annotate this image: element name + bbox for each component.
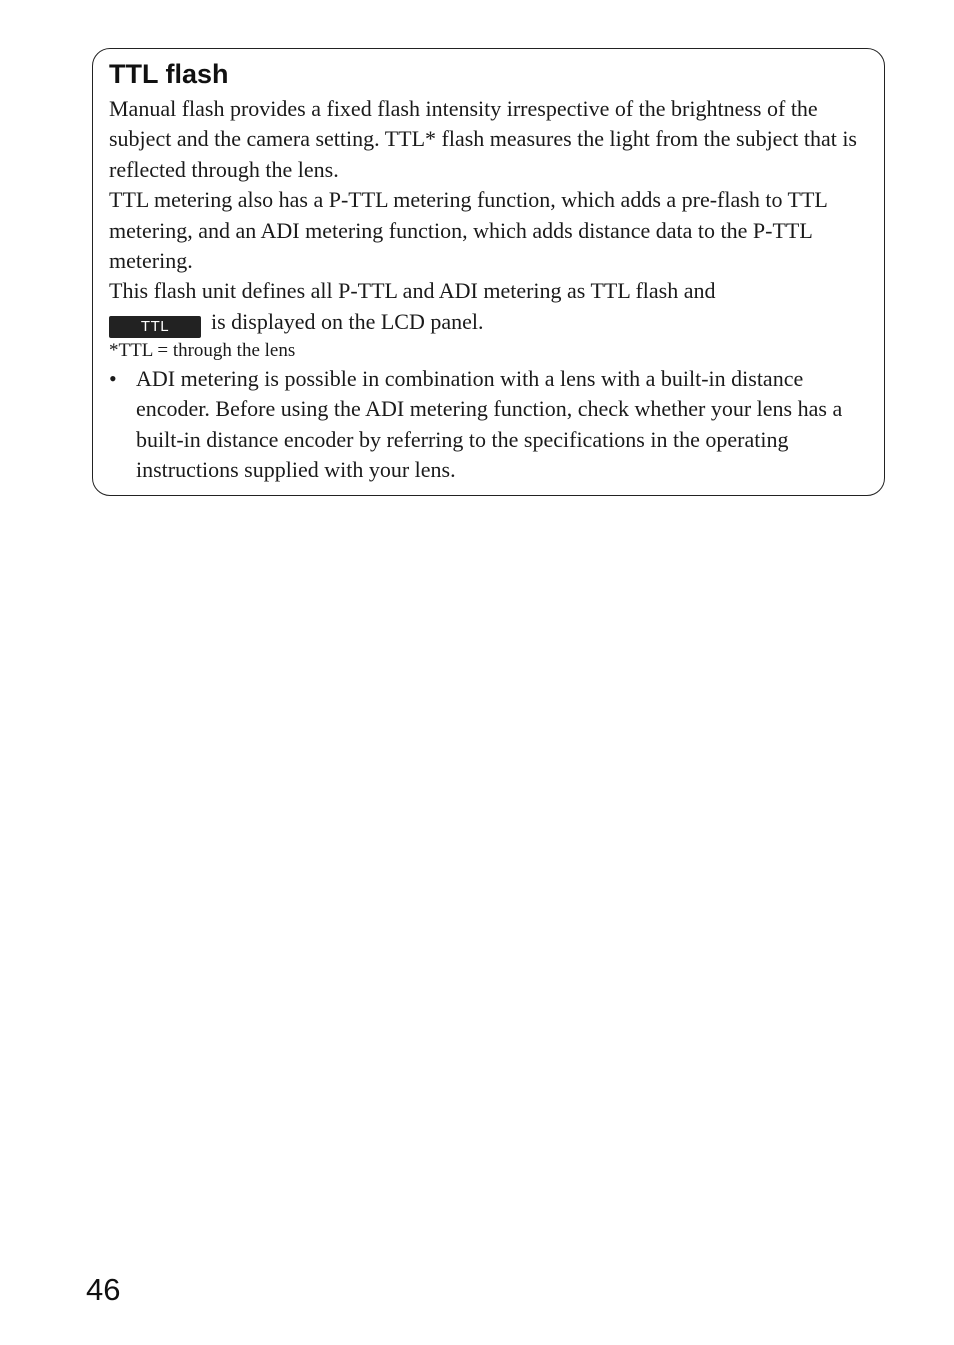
paragraph-manual-flash: Manual flash provides a fixed flash intensity irrespective of the brightness of the subject and the camera setting. TTL* flash measures the light from the subject that is reflected through the lens. <box>109 96 857 182</box>
paragraph-flash-unit-defines: This flash unit defines all P-TTL and ADI metering as TTL flash and <box>109 278 716 304</box>
section-title: TTL flash <box>109 59 229 89</box>
paragraph-ttl-metering: TTL metering also has a P-TTL metering function, which adds a pre-flash to TTL metering, and an ADI metering function, which adds distance data to the P-TTL metering. <box>109 187 828 274</box>
lcd-panel-line <box>109 307 868 338</box>
ttl-flash-note-box <box>92 48 885 496</box>
footnote: *TTL = through the lens <box>109 339 296 361</box>
list-item <box>109 364 868 486</box>
bullet-text: ADI metering is possible in combination with a lens with a built-in distance encoder. Before using the ADI metering function, check whether your lens has a built-in distance encoder by referring to the specifications in the operating instructions supplied with your lens. <box>136 365 843 483</box>
ttl-lcd-badge-icon: TTL <box>109 316 201 338</box>
page-number: 46 <box>86 1272 121 1307</box>
lcd-panel-text: is displayed on the LCD panel. <box>211 308 484 334</box>
bullet-mark: • <box>109 365 117 391</box>
